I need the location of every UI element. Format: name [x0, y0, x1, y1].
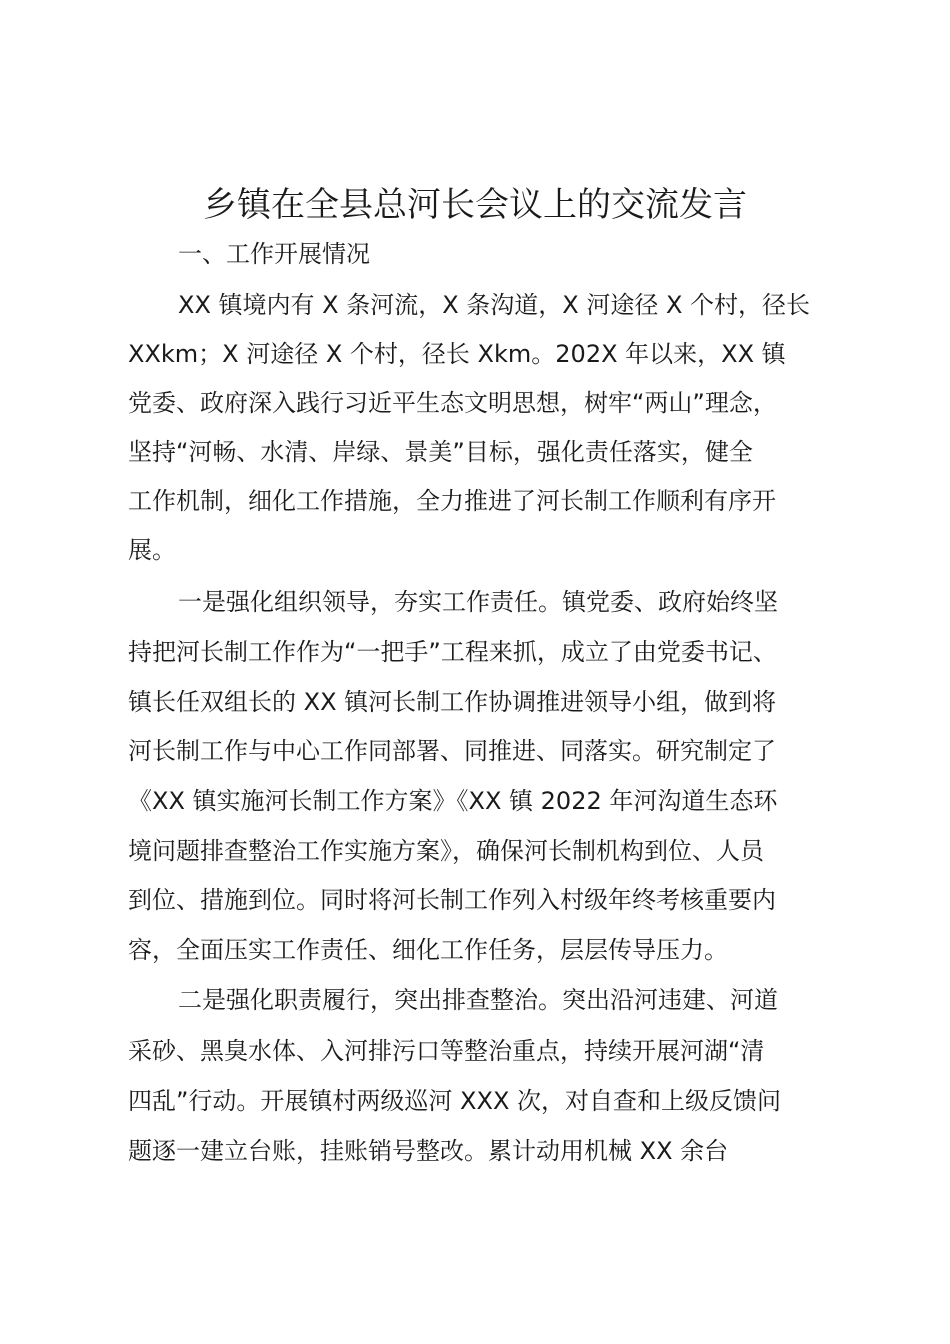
- paragraph-3-line-1: 二是强化职责履行，突出排查整治。突出沿河违建、河道: [178, 986, 778, 1014]
- paragraph-2-line-2: 持把河长制工作作为“一把手”工程来抓，成立了由党委书记、: [128, 638, 777, 666]
- paragraph-2-line-1: 一是强化组织领导，夯实工作责任。镇党委、政府始终坚: [178, 588, 778, 616]
- paragraph-3-line-3: 四乱”行动。开展镇村两级巡河 XXX 次，对自查和上级反馈问: [128, 1087, 782, 1115]
- paragraph-1-line-3: 党委、政府深入践行习近平生态文明思想，树牢“两山”理念，: [128, 389, 777, 417]
- paragraph-1-line-1: XX 镇境内有 X 条河流，X 条沟道，X 河途径 X 个村，径长: [178, 291, 811, 319]
- paragraph-1-line-5: 工作机制，细化工作措施，全力推进了河长制工作顺利有序开: [128, 487, 776, 515]
- document-title: 乡镇在全县总河长会议上的交流发言: [203, 185, 747, 225]
- section-heading: 一、工作开展情况: [178, 240, 370, 268]
- paragraph-2-line-8: 容，全面压实工作责任、细化工作任务，层层传导压力。: [128, 936, 728, 964]
- paragraph-2-line-6: 境问题排查整治工作实施方案》，确保河长制机构到位、人员: [128, 837, 764, 865]
- paragraph-1-line-6: 展。: [128, 536, 176, 564]
- paragraph-1-line-4: 坚持“河畅、水清、岸绿、景美”目标，强化责任落实，健全: [128, 438, 753, 466]
- paragraph-1-line-2: XXkm；X 河途径 X 个村，径长 Xkm。202X 年以来，XX 镇: [128, 340, 786, 368]
- paragraph-2-line-3: 镇长任双组长的 XX 镇河长制工作协调推进领导小组，做到将: [128, 688, 777, 716]
- paragraph-3-line-4: 题逐一建立台账，挂账销号整改。累计动用机械 XX 余台: [128, 1137, 729, 1165]
- paragraph-2-line-5: 《XX 镇实施河长制工作方案》《XX 镇 2022 年河沟道生态环: [128, 787, 778, 815]
- paragraph-2-line-4: 河长制工作与中心工作同部署、同推进、同落实。研究制定了: [128, 737, 776, 765]
- paragraph-3-line-2: 采砂、黑臭水体、入河排污口等整治重点，持续开展河湖“清: [128, 1037, 765, 1065]
- paragraph-2-line-7: 到位、措施到位。同时将河长制工作列入村级年终考核重要内: [128, 886, 776, 914]
